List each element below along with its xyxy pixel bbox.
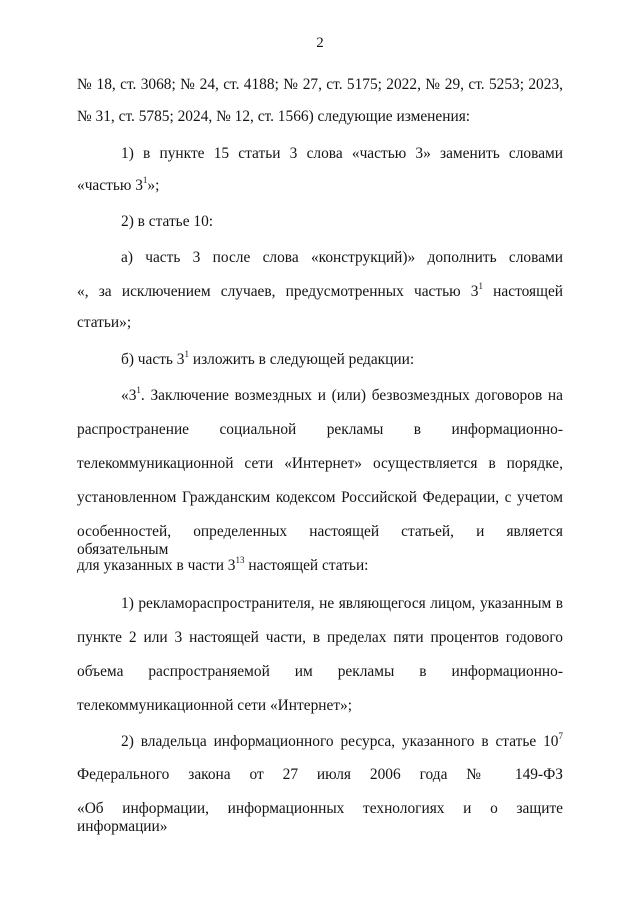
text-line: 2) владельца информационного ресурса, указанного в статье $10^7$: [121, 731, 563, 750]
text-line: распространение социальной рекламы в информационно-: [77, 421, 563, 438]
text-line: телекоммуникационной сети «Интернет»;: [77, 697, 353, 714]
page-number: 2: [316, 35, 324, 51]
text-line: телекоммуникационной сети «Интернет» осуществляется в порядке,: [77, 455, 563, 472]
text-line: б) часть $3^1$ изложить в следующей редакции:: [121, 349, 415, 368]
text-line: № 18, ст. 3068; № 24, ст. 4188; № 27, ст. 5175; 2022, № 29, ст. 5253; 2023,: [77, 76, 563, 93]
text-line: Федерального закона от 27 июля 2006 года № 149-ФЗ: [77, 766, 563, 783]
text-line: «, за исключением случаев, предусмотренных частью $3^1$ настоящей: [77, 281, 564, 300]
text-line: объема распространяемой им рекламы в информационно-: [77, 663, 563, 680]
text-line: 1) в пункте 15 статьи 3 слова «частью 3» заменить словами: [121, 145, 563, 162]
text-line: 1) рекламораспространителя, не являющегося лицом, указанным в: [121, 595, 563, 612]
text-line: № 31, ст. 5785; 2024, № 12, ст. 1566) следующие изменения:: [77, 108, 471, 125]
text-line: установленном Гражданским кодексом Российской Федерации, с учетом: [77, 489, 563, 506]
text-line: пункте 2 или 3 настоящей части, в пределах пяти процентов годового: [77, 629, 563, 646]
text-line: особенностей, определенных настоящей статьей, и является обязательным: [77, 523, 563, 558]
text-line: 2) в статье 10:: [121, 213, 214, 230]
text-line: статьи»;: [77, 314, 132, 331]
text-line: «частью $3^1$»;: [77, 175, 160, 194]
text-line: а) часть 3 после слова «конструкций)» дополнить словами: [121, 249, 563, 266]
text-line: для указанных в части $3^{13}$ настоящей статьи:: [77, 555, 369, 574]
text-line: «$3^1$. Заключение возмездных и (или) безвозмездных договоров на: [121, 385, 563, 404]
text-line: «Об информации, информационных технологиях и о защите информации»: [77, 800, 563, 835]
